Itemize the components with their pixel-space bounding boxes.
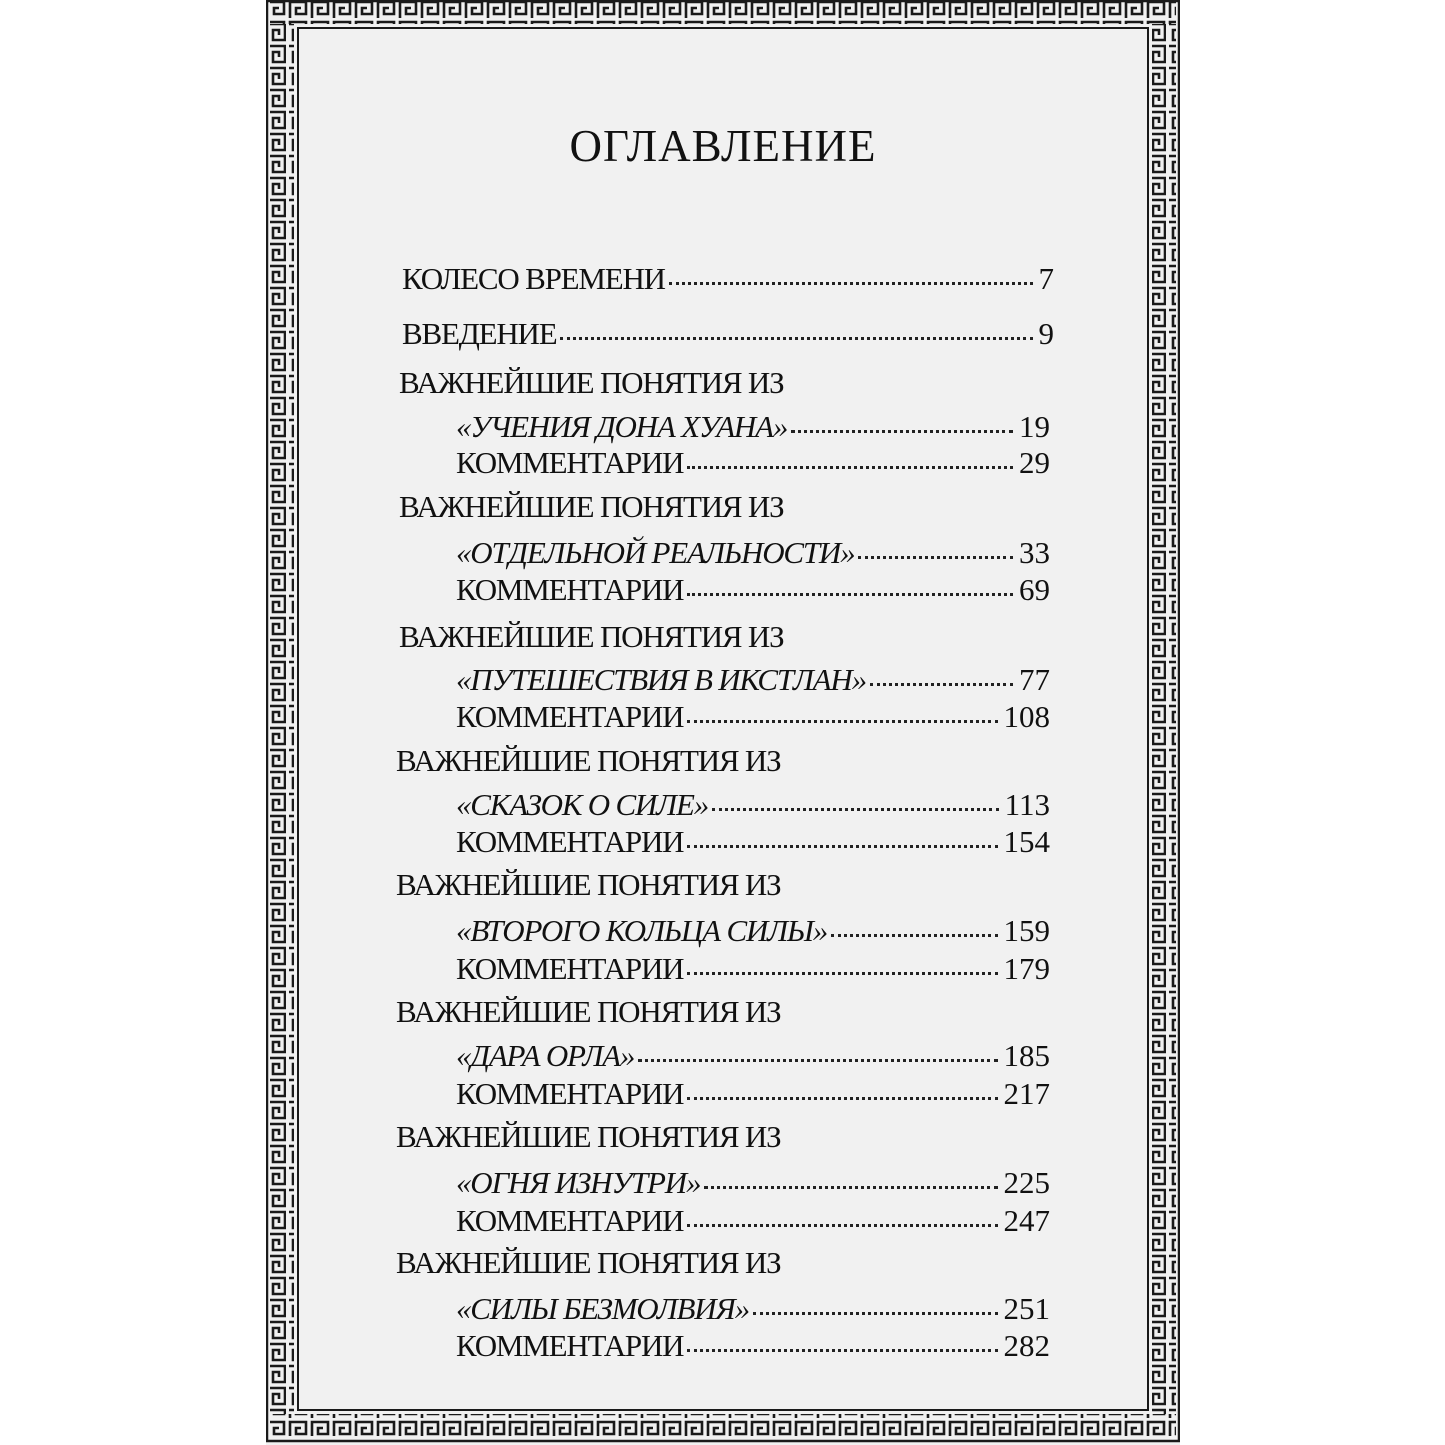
toc-entry — [456, 946, 1050, 989]
toc-book-title: «ОГНЯ ИЗНУТРИ» — [456, 1165, 701, 1200]
leader-dots — [712, 778, 999, 811]
leader-dots — [669, 252, 1033, 285]
leader-dots — [704, 1156, 997, 1189]
leader-dots — [560, 307, 1032, 340]
toc-page-number: 77 — [1019, 662, 1050, 697]
toc-comment-label: КОММЕНТАРИИ — [456, 1328, 684, 1363]
leader-dots — [687, 563, 1013, 596]
table-of-contents — [266, 0, 1180, 1445]
leader-dots — [831, 904, 997, 937]
leader-dots — [687, 1319, 997, 1352]
toc-section-heading: ВАЖНЕЙШИЕ ПОНЯТИЯ ИЗ — [396, 1119, 781, 1154]
leader-dots — [687, 436, 1013, 469]
toc-book-title: «ДАРА ОРЛА» — [456, 1038, 635, 1073]
leader-dots — [638, 1029, 997, 1062]
toc-page-number: 113 — [1004, 787, 1050, 822]
toc-entry — [402, 311, 1054, 354]
toc-section-heading: ВАЖНЕЙШИЕ ПОНЯТИЯ ИЗ — [399, 365, 784, 400]
toc-book-title: «ПУТЕШЕСТВИЯ В ИКСТЛАН» — [456, 662, 866, 697]
toc-book-title: «СИЛЫ БЕЗМОЛВИЯ» — [456, 1291, 749, 1326]
leader-dots — [791, 400, 1013, 433]
toc-entry — [456, 1071, 1050, 1114]
toc-page-number: 154 — [1003, 824, 1050, 859]
toc-page-number: 225 — [1003, 1165, 1050, 1200]
toc-page-number: 159 — [1003, 913, 1050, 948]
toc-entry — [456, 1323, 1050, 1366]
toc-page-number: 69 — [1019, 572, 1050, 607]
toc-page-number: 108 — [1003, 699, 1050, 734]
toc-section-heading: ВАЖНЕЙШИЕ ПОНЯТИЯ ИЗ — [396, 867, 781, 902]
toc-page-number: 29 — [1019, 445, 1050, 480]
leader-dots — [687, 1067, 997, 1100]
page-title: ОГЛАВЛЕНИЕ — [569, 121, 877, 171]
toc-book-title: «УЧЕНИЯ ДОНА ХУАНА» — [456, 409, 788, 444]
toc-section-heading: ВАЖНЕЙШИЕ ПОНЯТИЯ ИЗ — [399, 619, 784, 654]
toc-section-heading: ВАЖНЕЙШИЕ ПОНЯТИЯ ИЗ — [396, 994, 781, 1029]
toc-comment-label: КОММЕНТАРИИ — [456, 1076, 684, 1111]
leader-dots — [687, 690, 997, 723]
toc-page-number: 9 — [1038, 316, 1054, 351]
toc-page-number: 251 — [1003, 1291, 1050, 1326]
toc-entry — [402, 256, 1054, 299]
toc-page-number: 7 — [1038, 261, 1054, 296]
leader-dots — [753, 1282, 998, 1315]
toc-comment-label: КОММЕНТАРИИ — [456, 445, 684, 480]
toc-section-heading: ВАЖНЕЙШИЕ ПОНЯТИЯ ИЗ — [396, 743, 781, 778]
toc-comment-label: КОММЕНТАРИИ — [456, 572, 684, 607]
toc-page-number: 19 — [1019, 409, 1050, 444]
toc-page-number: 33 — [1019, 535, 1050, 570]
leader-dots — [687, 942, 997, 975]
toc-entry-label: ВВЕДЕНИЕ — [402, 316, 557, 351]
toc-page-number: 247 — [1003, 1203, 1050, 1238]
toc-page-number: 217 — [1003, 1076, 1050, 1111]
toc-entry — [456, 440, 1050, 483]
toc-comment-label: КОММЕНТАРИИ — [456, 951, 684, 986]
toc-book-title: «ОТДЕЛЬНОЙ РЕАЛЬНОСТИ» — [456, 535, 855, 570]
toc-section-heading: ВАЖНЕЙШИЕ ПОНЯТИЯ ИЗ — [396, 1245, 781, 1280]
toc-entry-label: КОЛЕСО ВРЕМЕНИ — [402, 261, 665, 296]
leader-dots — [870, 653, 1013, 686]
toc-section-heading: ВАЖНЕЙШИЕ ПОНЯТИЯ ИЗ — [399, 489, 784, 524]
toc-page-number: 185 — [1003, 1038, 1050, 1073]
toc-page-number: 282 — [1003, 1328, 1050, 1363]
leader-dots — [687, 815, 997, 848]
leader-dots — [858, 526, 1013, 559]
toc-page-number: 179 — [1003, 951, 1050, 986]
toc-comment-label: КОММЕНТАРИИ — [456, 1203, 684, 1238]
toc-entry — [456, 1198, 1050, 1241]
leader-dots — [687, 1194, 997, 1227]
toc-comment-label: КОММЕНТАРИИ — [456, 824, 684, 859]
book-page — [266, 0, 1180, 1445]
toc-entry — [456, 819, 1050, 862]
toc-entry — [456, 567, 1050, 610]
toc-comment-label: КОММЕНТАРИИ — [456, 699, 684, 734]
toc-entry — [456, 694, 1050, 737]
toc-book-title: «СКАЗОК О СИЛЕ» — [456, 787, 708, 822]
toc-book-title: «ВТОРОГО КОЛЬЦА СИЛЫ» — [456, 913, 828, 948]
